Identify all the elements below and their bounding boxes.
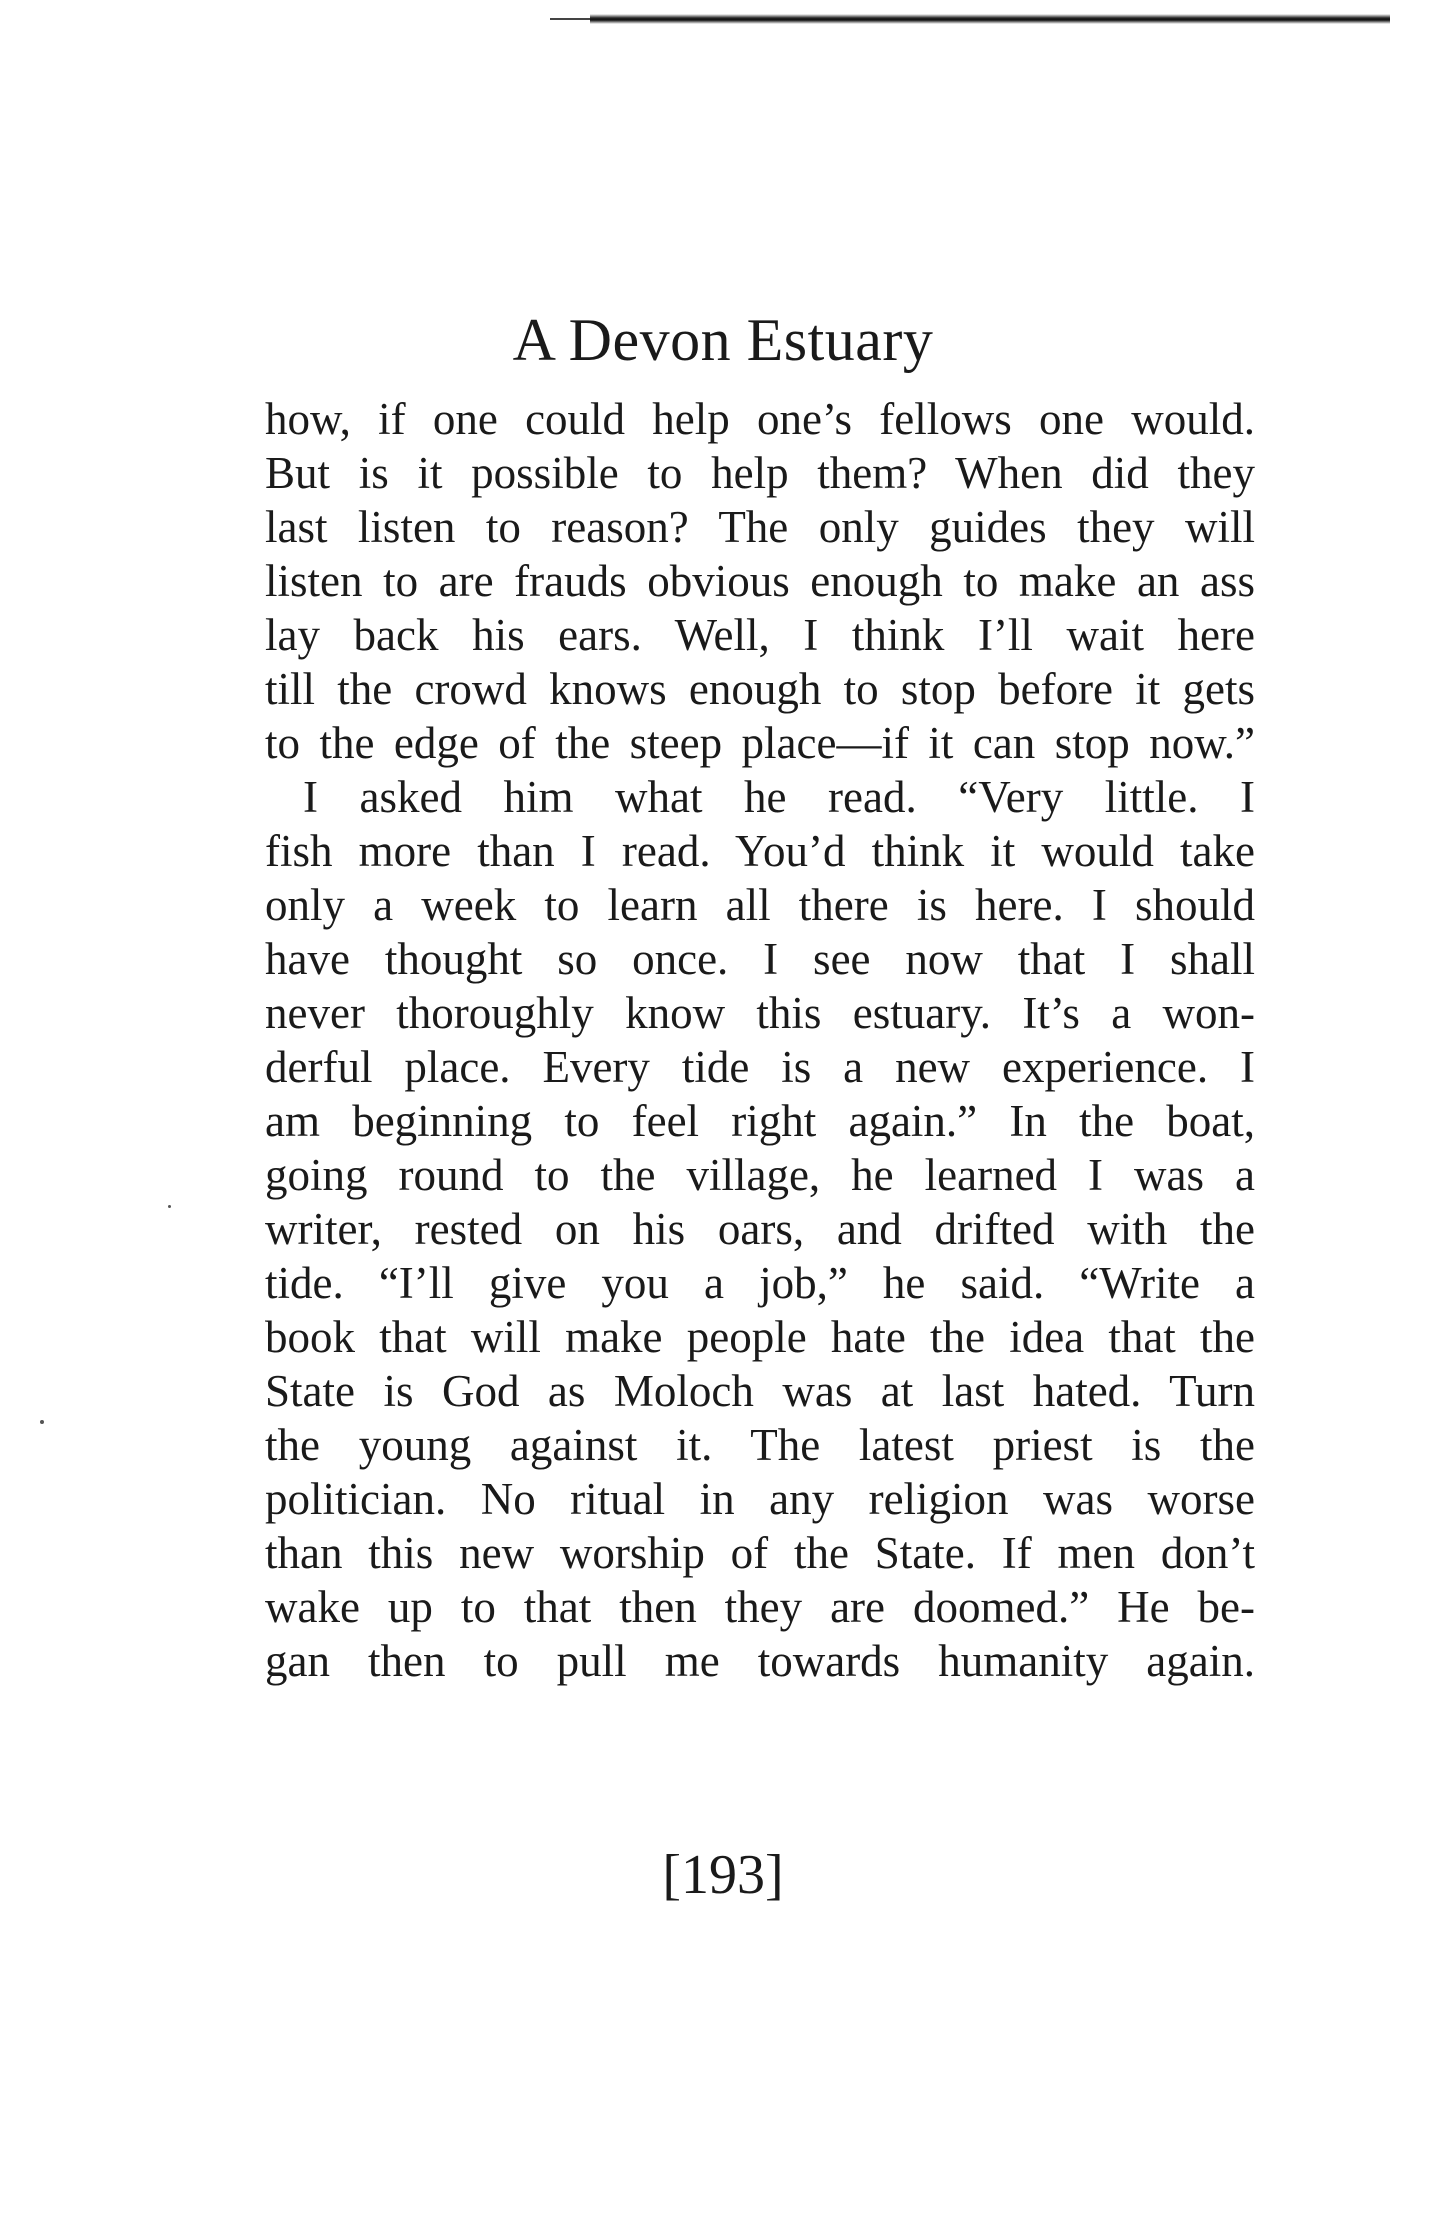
text-line: never thoroughly know this estuary. It’s a won- <box>265 988 1255 1038</box>
paragraph-start-line: I asked him what he read. “Very little. I <box>303 772 1255 822</box>
text-line: going round to the village, he learned I was a <box>265 1150 1255 1200</box>
text-line: than this new worship of the State. If men don’t <box>265 1528 1255 1578</box>
text-line: listen to are frauds obvious enough to make an ass <box>265 556 1255 606</box>
text-line: State is God as Moloch was at last hated. Turn <box>265 1366 1255 1416</box>
text-line: only a week to learn all there is here. I should <box>265 880 1255 930</box>
text-line: the young against it. The latest priest is the <box>265 1420 1255 1470</box>
text-line: derful place. Every tide is a new experience. I <box>265 1042 1255 1092</box>
text-line: tide. “I’ll give you a job,” he said. “Write a <box>265 1258 1255 1308</box>
page-number: [193] <box>662 1844 784 1906</box>
top-rule <box>590 14 1390 24</box>
body-text <box>265 392 1255 1688</box>
text-line: last listen to reason? The only guides they will <box>265 502 1255 552</box>
text-line: politician. No ritual in any religion was worse <box>265 1474 1255 1524</box>
text-line: am beginning to feel right again.” In the boat, <box>265 1096 1255 1146</box>
text-line: gan then to pull me towards humanity again. <box>265 1636 1255 1686</box>
text-line: how, if one could help one’s fellows one would. <box>265 394 1255 444</box>
running-head: A Devon Estuary <box>512 307 934 373</box>
paper-speck <box>168 1205 171 1208</box>
text-line: lay back his ears. Well, I think I’ll wait here <box>265 610 1255 660</box>
text-line: till the crowd knows enough to stop before it gets <box>265 664 1255 714</box>
text-line: have thought so once. I see now that I shall <box>265 934 1255 984</box>
paper-speck <box>40 1420 44 1424</box>
text-line: to the edge of the steep place—if it can stop now.” <box>265 718 1255 768</box>
text-line: book that will make people hate the idea that the <box>265 1312 1255 1362</box>
text-line: fish more than I read. You’d think it would take <box>265 826 1255 876</box>
text-line: writer, rested on his oars, and drifted with the <box>265 1204 1255 1254</box>
text-line: wake up to that then they are doomed.” He be- <box>265 1582 1255 1632</box>
text-line: But is it possible to help them? When did they <box>265 448 1255 498</box>
